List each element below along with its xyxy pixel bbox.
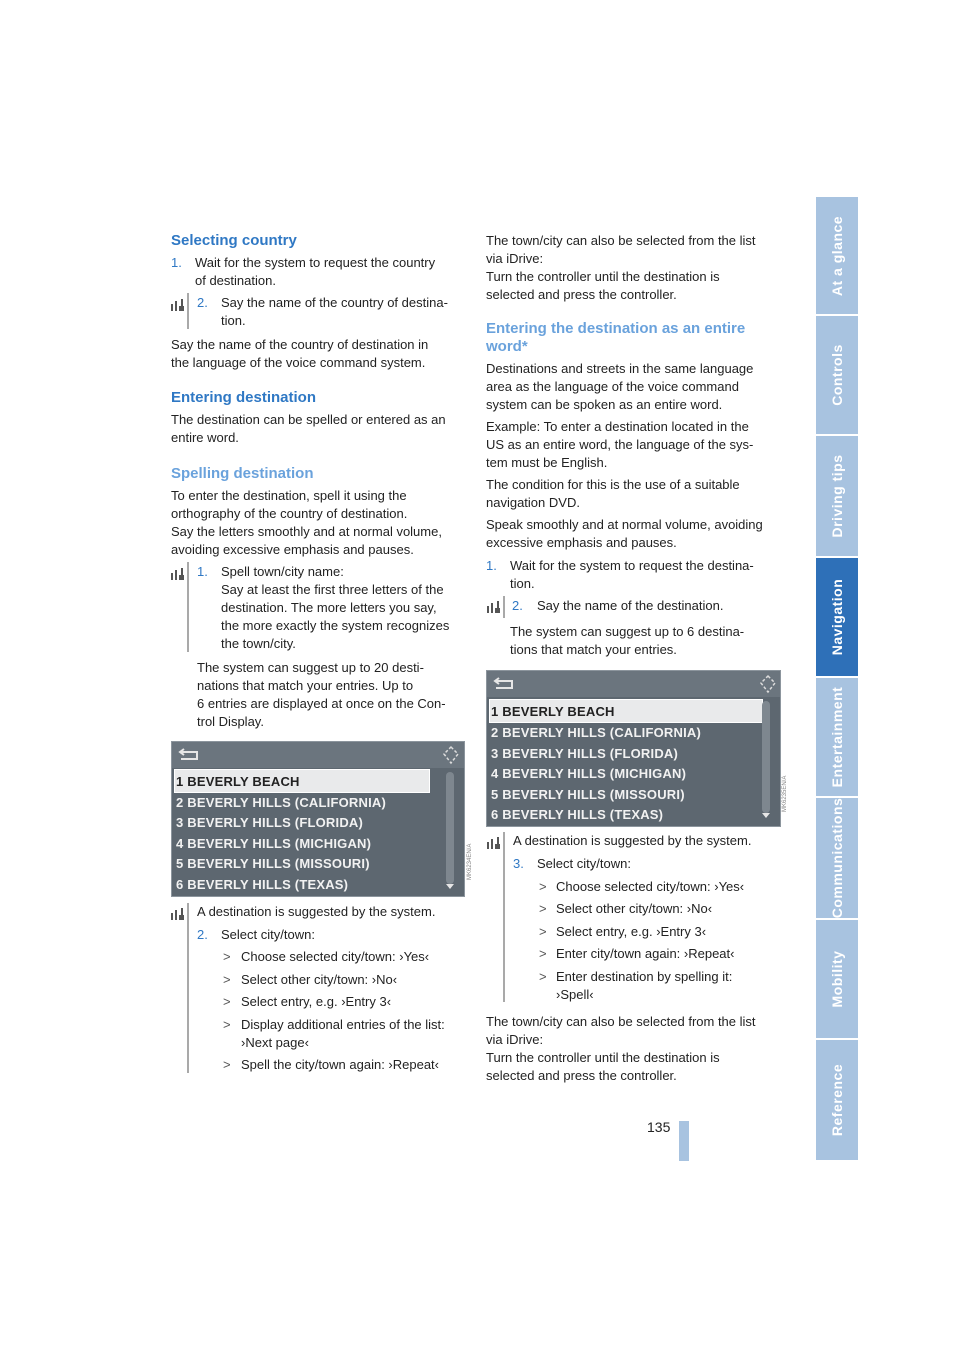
list-item: Choose selected city/town: ›Yes‹ [556,879,745,894]
heading-spelling-destination: Spelling destination [171,465,314,482]
paragraph: Destinations and streets in the same language [486,361,754,376]
step-text: Say the name of the country of destina- [221,295,448,310]
voice-command-icon [486,600,502,614]
back-arrow-icon[interactable] [493,677,515,691]
paragraph: Say the name of the country of destination in [171,337,429,352]
paragraph: tions that match your entries. [510,642,677,657]
tab-entertainment[interactable]: Entertainment [816,678,858,796]
step-number: 2. [512,598,523,613]
step-text: of destination. [195,273,276,288]
bullet: > [539,946,547,961]
scrollbar[interactable] [446,772,454,884]
scroll-down-arrow-icon[interactable] [760,811,772,821]
list-item[interactable]: 1 BEVERLY BEACH [176,774,300,789]
list-item[interactable]: 6 BEVERLY HILLS (TEXAS) [491,807,664,822]
paragraph: Say the letters smoothly and at normal volume, [171,524,442,539]
list-item[interactable]: 4 BEVERLY HILLS (MICHIGAN) [176,836,372,851]
list-item: Select other city/town: ›No‹ [556,901,713,916]
step-number: 2. [197,295,208,310]
step-text: Select city/town: [221,927,315,942]
paragraph: selected and press the controller. [486,287,677,302]
list-item: Select entry, e.g. ›Entry 3‹ [556,924,707,939]
heading-entire-word-cont: word* [486,338,528,355]
step-text: Select city/town: [537,856,631,871]
voice-bar [187,903,189,1073]
step-text: the more exactly the system recognizes [221,618,450,633]
step-number: 1. [197,564,208,579]
paragraph: Example: To enter a destination located in the [486,419,749,434]
step-text: tion. [221,313,246,328]
list-item: Enter destination by spelling it: [556,969,733,984]
list-item[interactable]: 4 BEVERLY HILLS (MICHIGAN) [491,766,687,781]
paragraph: A destination is suggested by the system. [197,904,436,919]
list-item[interactable]: 5 BEVERLY HILLS (MISSOURI) [176,856,370,871]
bullet: > [223,1057,231,1072]
tab-mobility[interactable]: Mobility [816,920,858,1038]
scrollbar[interactable] [762,701,770,813]
paragraph: Turn the controller until the destination is [486,269,720,284]
list-item[interactable]: 3 BEVERLY HILLS (FLORIDA) [491,746,679,761]
voice-command-icon [170,298,186,312]
bullet: > [223,994,231,1009]
paragraph: system can be spoken as an entire word. [486,397,723,412]
list-item[interactable]: 3 BEVERLY HILLS (FLORIDA) [176,815,364,830]
step-number: 3. [513,856,524,871]
list-item[interactable]: 1 BEVERLY BEACH [491,704,615,719]
paragraph: 6 entries are displayed at once on the Con- [197,696,446,711]
voice-command-icon [486,836,502,850]
step-text: tion. [510,576,535,591]
list-item: Select entry, e.g. ›Entry 3‹ [241,994,392,1009]
paragraph: the language of the voice command system. [171,355,426,370]
bullet: > [539,879,547,894]
tab-at-a-glance[interactable]: At a glance [816,197,858,314]
back-arrow-icon[interactable] [178,748,200,762]
voice-bar [503,596,505,618]
paragraph: The town/city can also be selected from the list [486,233,756,248]
list-item[interactable]: 5 BEVERLY HILLS (MISSOURI) [491,787,685,802]
paragraph: The condition for this is the use of a suitable [486,477,740,492]
paragraph: selected and press the controller. [486,1068,677,1083]
step-text: Wait for the system to request the country [195,255,436,270]
step-text: Say the name of the destination. [537,598,724,613]
paragraph: entire word. [171,430,239,445]
page-marker [679,1121,689,1161]
step-text: Say at least the first three letters of the [221,582,444,597]
list-item: Enter city/town again: ›Repeat‹ [556,946,735,961]
image-code: MK6235EN/A [782,775,788,812]
paragraph: trol Display. [197,714,264,729]
paragraph: tem must be English. [486,455,608,470]
tab-controls[interactable]: Controls [816,316,858,434]
list-item[interactable]: 2 BEVERLY HILLS (CALIFORNIA) [491,725,702,740]
list-item: Select other city/town: ›No‹ [241,972,398,987]
control-display-screen [486,670,781,827]
paragraph: US as an entire word, the language of the sys- [486,437,754,452]
step-text: Wait for the system to request the destina- [510,558,754,573]
paragraph: navigation DVD. [486,495,580,510]
voice-bar [503,832,505,1002]
scroll-down-arrow-icon[interactable] [444,882,456,892]
bullet: > [223,1017,231,1032]
paragraph: The destination can be spelled or entered as an [171,412,446,427]
image-code: MK6234EN/A [467,843,473,880]
screen-title-bar [487,671,780,697]
voice-command-icon [170,567,186,581]
list-item[interactable]: 2 BEVERLY HILLS (CALIFORNIA) [176,795,387,810]
heading-entire-word: Entering the destination as an entire [486,320,746,337]
heading-selecting-country: Selecting country [171,232,297,249]
paragraph: area as the language of the voice command [486,379,739,394]
paragraph: To enter the destination, spell it using the [171,488,407,503]
paragraph: excessive emphasis and pauses. [486,535,677,550]
paragraph: The town/city can also be selected from the list [486,1014,756,1029]
tab-communications[interactable]: Communications [816,798,858,918]
list-item: Choose selected city/town: ›Yes‹ [241,949,430,964]
voice-bar [187,293,189,329]
bullet: > [539,924,547,939]
step-text: Spell town/city name: [221,564,344,579]
paragraph: Turn the controller until the destination is [486,1050,720,1065]
list-item: Display additional entries of the list: [241,1017,445,1032]
voice-command-icon [170,907,186,921]
bullet: > [539,969,547,984]
list-item: ›Next page‹ [241,1035,309,1050]
heading-entering-destination: Entering destination [171,389,317,406]
paragraph: Speak smoothly and at normal volume, avoiding [486,517,763,532]
paragraph: The system can suggest up to 6 destina- [510,624,745,639]
step-number: 2. [197,927,208,942]
control-display-screen [171,741,465,897]
tab-navigation[interactable]: Navigation [816,558,858,676]
list-item: ›Spell‹ [556,987,594,1002]
scroll-control-icon[interactable] [442,745,460,765]
step-number: 1. [486,558,497,573]
paragraph: via iDrive: [486,251,544,266]
step-text: the town/city. [221,636,296,651]
tab-reference[interactable]: Reference [816,1040,858,1160]
screen-title-bar [172,742,464,768]
tab-driving-tips[interactable]: Driving tips [816,436,858,556]
bullet: > [539,901,547,916]
list-item[interactable]: 6 BEVERLY HILLS (TEXAS) [176,877,349,892]
paragraph: orthography of the country of destination. [171,506,408,521]
paragraph: The system can suggest up to 20 desti- [197,660,424,675]
voice-bar [187,562,189,652]
list-item: Spell the city/town again: ›Repeat‹ [241,1057,439,1072]
step-number: 1. [171,255,182,270]
paragraph: via iDrive: [486,1032,544,1047]
paragraph: nations that match your entries. Up to [197,678,414,693]
paragraph: A destination is suggested by the system. [513,833,752,848]
bullet: > [223,972,231,987]
scroll-control-icon[interactable] [759,674,777,694]
paragraph: avoiding excessive emphasis and pauses. [171,542,414,557]
step-text: destination. The more letters you say, [221,600,437,615]
page-number: 135 [647,1119,671,1135]
bullet: > [223,949,231,964]
